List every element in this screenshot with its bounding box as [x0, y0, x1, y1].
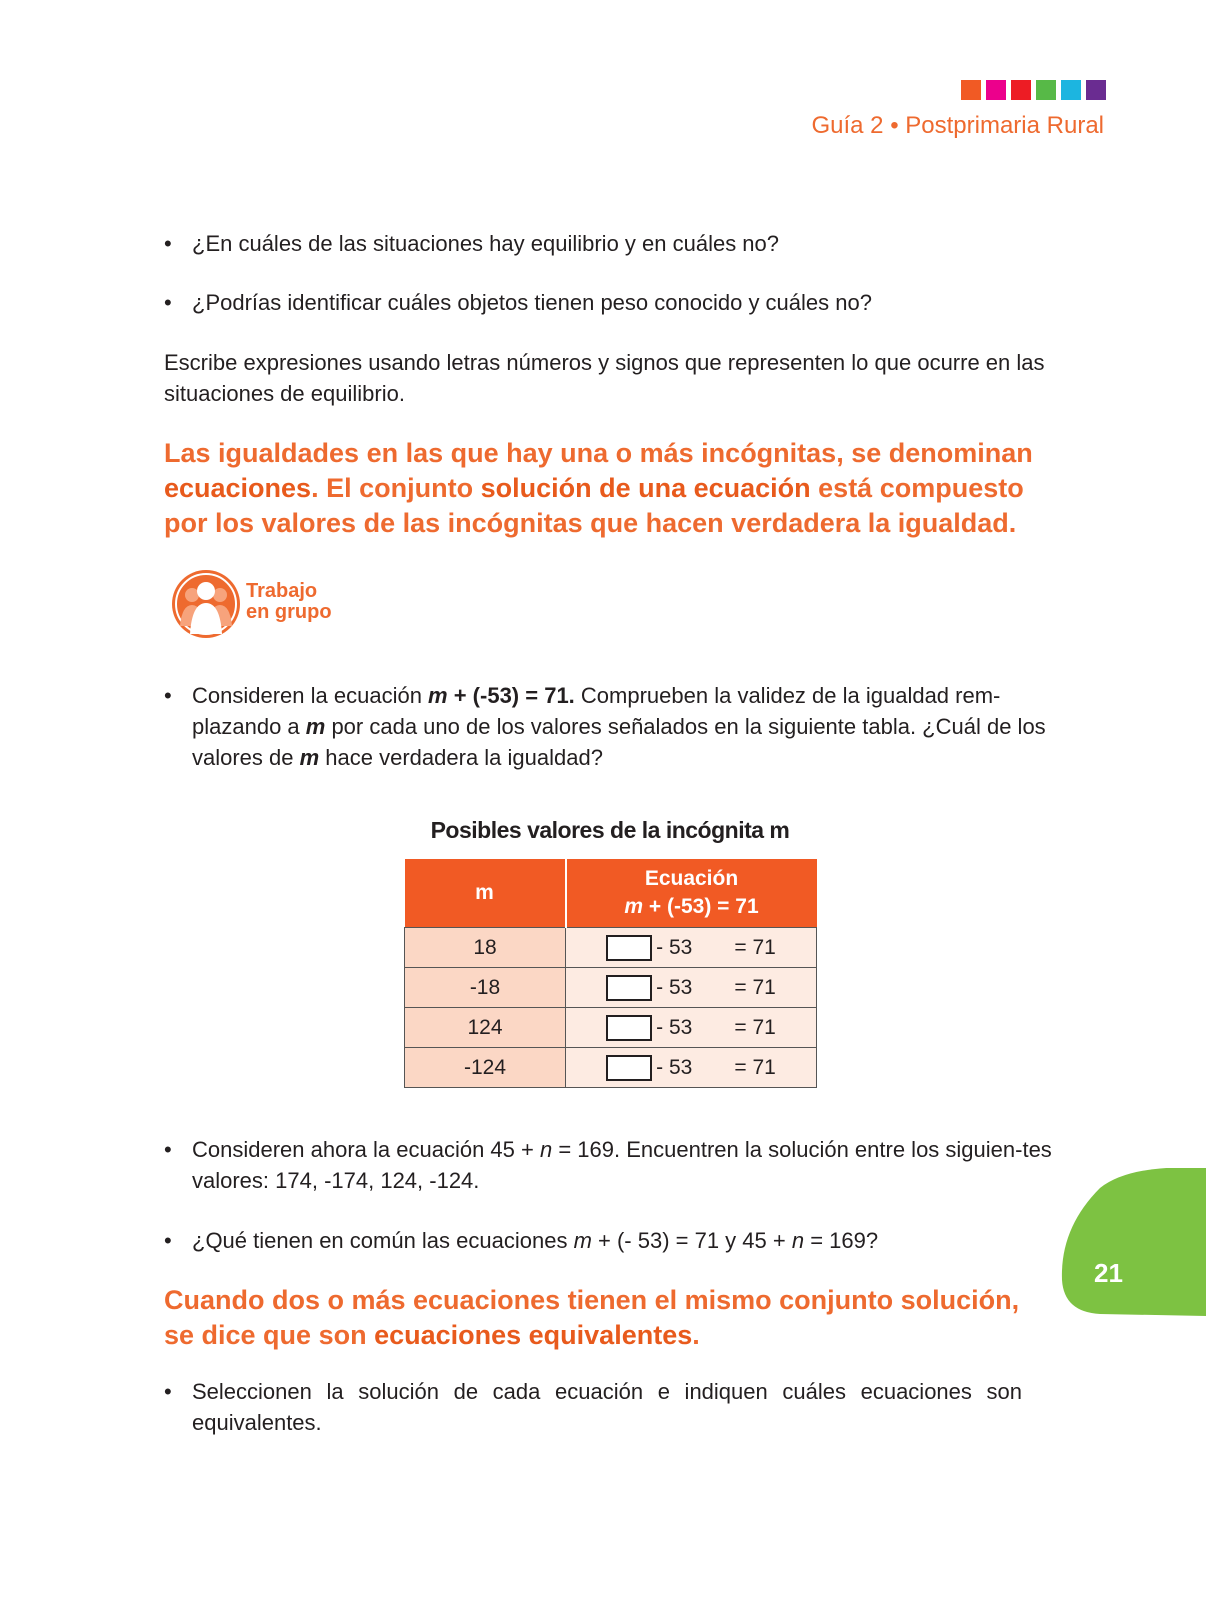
values-table [404, 859, 817, 1088]
answer-box [606, 975, 652, 1001]
page-number: 21 [1094, 1258, 1123, 1288]
m-value: 124 [405, 1008, 566, 1048]
column-header-equation: Ecuación m + (-53) = 71 [566, 859, 817, 928]
group-work-label: Trabajo en grupo [246, 580, 332, 623]
list-item: • Consideren la ecuación m + (-53) = 71. Comprueben la validez de la igualdad rem-plazando a m por cada uno de los valores señalados en la siguiente tabla. ¿Cuál de los valores de m hace verdadera la igualdad? [164, 683, 1046, 770]
table-caption: Posibles valores de la incógnita m [430, 817, 790, 843]
list-item: • ¿En cuáles de las situaciones hay equilibrio y en cuáles no? [164, 231, 780, 256]
answer-box [606, 935, 652, 961]
color-square [1036, 80, 1056, 100]
color-square [1011, 80, 1031, 100]
m-value: -124 [405, 1048, 566, 1088]
instruction-paragraph: Escribe expresiones usando letras números y signos que representen lo que ocurre en las situaciones de equilibrio. [164, 350, 1045, 406]
guide-label: Guía 2 • Postprimaria Rural [811, 112, 1104, 139]
definition-equations: Las igualdades en las que hay una o más incógnitas, se denominan ecuaciones. El conjunto solución de una ecuación está compuesto por los valores de las incógnitas que hacen verdadera la igualdad. [164, 438, 1033, 538]
list-item: • ¿Podrías identificar cuáles objetos tienen peso conocido y cuáles no? [164, 290, 872, 315]
answer-box [606, 1055, 652, 1081]
list-item: • Consideren ahora la ecuación 45 + n = 169. Encuentren la solución entre los siguien-tes valores: 174, -174, 124, -124. [164, 1137, 1052, 1193]
color-square [1061, 80, 1081, 100]
page-number-tab [1060, 1168, 1206, 1316]
table-row: 124 - 53 = 71 [405, 1008, 817, 1048]
answer-box [606, 1015, 652, 1041]
color-square [1086, 80, 1106, 100]
list-item: • Seleccionen la solución de cada ecuación e indiquen cuáles ecuaciones son equivalentes. [164, 1379, 1022, 1435]
m-value: 18 [405, 928, 566, 968]
color-square [961, 80, 981, 100]
definition-equivalent-equations: Cuando dos o más ecuaciones tienen el mismo conjunto solución, se dice que son ecuaciones equivalentes. [164, 1285, 1020, 1350]
table-row: 18 - 53 = 71 [405, 928, 817, 968]
table-row: -124 - 53 = 71 [405, 1048, 817, 1088]
color-square [986, 80, 1006, 100]
table-row: -18 - 53 = 71 [405, 968, 817, 1008]
table-header-row [405, 859, 817, 928]
column-header-m: m [405, 859, 566, 928]
list-item: • ¿Qué tienen en común las ecuaciones m + (- 53) = 71 y 45 + n = 169? [164, 1228, 879, 1253]
m-value: -18 [405, 968, 566, 1008]
group-work-icon [170, 568, 242, 640]
